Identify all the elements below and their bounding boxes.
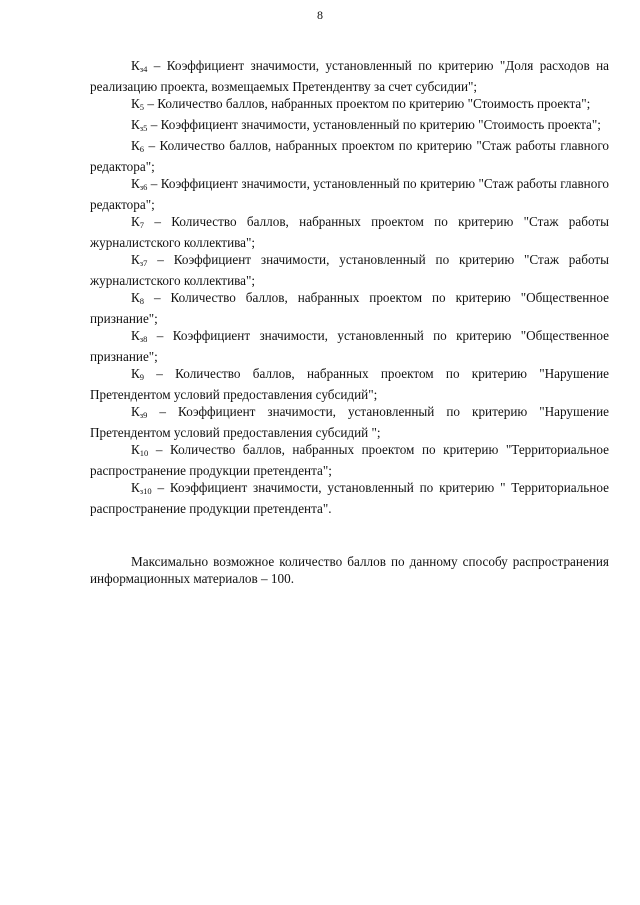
- page-number: 8: [317, 8, 323, 22]
- criterion-text: – Количество баллов, набранных проектом по критерию "Территориальное распространение продукции претендента";: [90, 442, 609, 478]
- symbol-subscript: 8: [139, 296, 145, 306]
- symbol-subscript: з5: [139, 123, 148, 133]
- document-body: [90, 57, 609, 587]
- criterion-symbol: [131, 176, 147, 191]
- symbol-subscript: 7: [139, 220, 145, 230]
- criterion-text: – Коэффициент значимости, установленный по критерию "Стаж работы главного редактора";: [90, 176, 609, 212]
- criterion-entry: [90, 403, 609, 441]
- criterion-entry: [90, 441, 609, 479]
- criterion-entry: [90, 327, 609, 365]
- criterion-entry: [90, 213, 609, 251]
- criterion-symbol: [131, 252, 147, 267]
- symbol-subscript: з10: [139, 486, 152, 496]
- symbol-subscript: з7: [139, 258, 148, 268]
- criterion-text: – Количество баллов, набранных проектом по критерию "Нарушение Претендентом условий предоставления субсидий";: [90, 366, 609, 402]
- criterion-symbol: [131, 290, 144, 305]
- symbol-letter: К: [131, 96, 140, 111]
- criterion-symbol: [131, 404, 147, 419]
- symbol-subscript: 10: [139, 448, 149, 458]
- symbol-letter: К: [131, 138, 140, 153]
- criterion-text: – Количество баллов, набранных проектом по критерию "Стаж работы главного редактора";: [90, 138, 609, 174]
- symbol-letter: К: [131, 480, 140, 495]
- criterion-text: – Коэффициент значимости, установленный по критерию "Доля расходов на реализацию проекта, возмещаемых Претендентву за счет субсидии";: [90, 58, 609, 94]
- criterion-symbol: [131, 58, 147, 73]
- symbol-letter: К: [131, 252, 140, 267]
- criterion-entry: [90, 116, 609, 137]
- criterion-entry: [90, 95, 609, 116]
- symbol-letter: К: [131, 366, 140, 381]
- symbol-letter: К: [131, 442, 140, 457]
- criterion-entry: [90, 175, 609, 213]
- summary-paragraph: Максимально возможное количество баллов по данному способу распространения информационных материалов – 100.: [90, 554, 609, 586]
- symbol-subscript: 6: [139, 144, 145, 154]
- criterion-text: – Количество баллов, набранных проектом по критерию "Стоимость проекта";: [144, 96, 591, 111]
- criterion-text: – Коэффициент значимости, установленный по критерию "Нарушение Претендентом условий предоставления субсидий ";: [90, 404, 609, 440]
- criterion-entry: [90, 365, 609, 403]
- symbol-letter: К: [131, 117, 140, 132]
- symbol-subscript: з8: [139, 334, 148, 344]
- symbol-subscript: з9: [139, 410, 148, 420]
- criterion-symbol: [131, 366, 144, 381]
- symbol-letter: К: [131, 290, 140, 305]
- symbol-letter: К: [131, 58, 140, 73]
- symbol-subscript: з6: [139, 182, 148, 192]
- criterion-entry: [90, 57, 609, 95]
- criterion-symbol: [131, 328, 147, 343]
- criterion-symbol: [131, 442, 148, 457]
- criterion-symbol: [131, 117, 147, 132]
- criterion-text: – Количество баллов, набранных проектом по критерию "Общественное признание";: [90, 290, 609, 326]
- criterion-text: – Количество баллов, набранных проектом по критерию "Стаж работы журналистского коллектива";: [90, 214, 609, 250]
- criterion-entry: [90, 289, 609, 327]
- symbol-subscript: з4: [139, 64, 148, 74]
- symbol-subscript: 5: [139, 102, 145, 112]
- symbol-letter: К: [131, 404, 140, 419]
- criterion-symbol: [131, 480, 152, 495]
- criterion-symbol: [131, 96, 144, 111]
- symbol-letter: К: [131, 328, 140, 343]
- criteria-list: [90, 57, 609, 517]
- criterion-text: – Коэффициент значимости, установленный по критерию "Стоимость проекта";: [147, 117, 601, 132]
- criterion-text: – Коэффициент значимости, установленный по критерию "Общественное признание";: [90, 328, 609, 364]
- criterion-symbol: [131, 138, 144, 153]
- criterion-entry: [90, 137, 609, 175]
- criterion-entry: [90, 479, 609, 517]
- symbol-subscript: 9: [139, 372, 145, 382]
- symbol-letter: К: [131, 176, 140, 191]
- symbol-letter: К: [131, 214, 140, 229]
- criterion-entry: [90, 251, 609, 289]
- criterion-text: – Коэффициент значимости, установленный по критерию " Территориальное распространение продукции претендента".: [90, 480, 609, 516]
- criterion-symbol: [131, 214, 144, 229]
- criterion-text: – Коэффициент значимости, установленный по критерию "Стаж работы журналистского коллектива";: [90, 252, 609, 288]
